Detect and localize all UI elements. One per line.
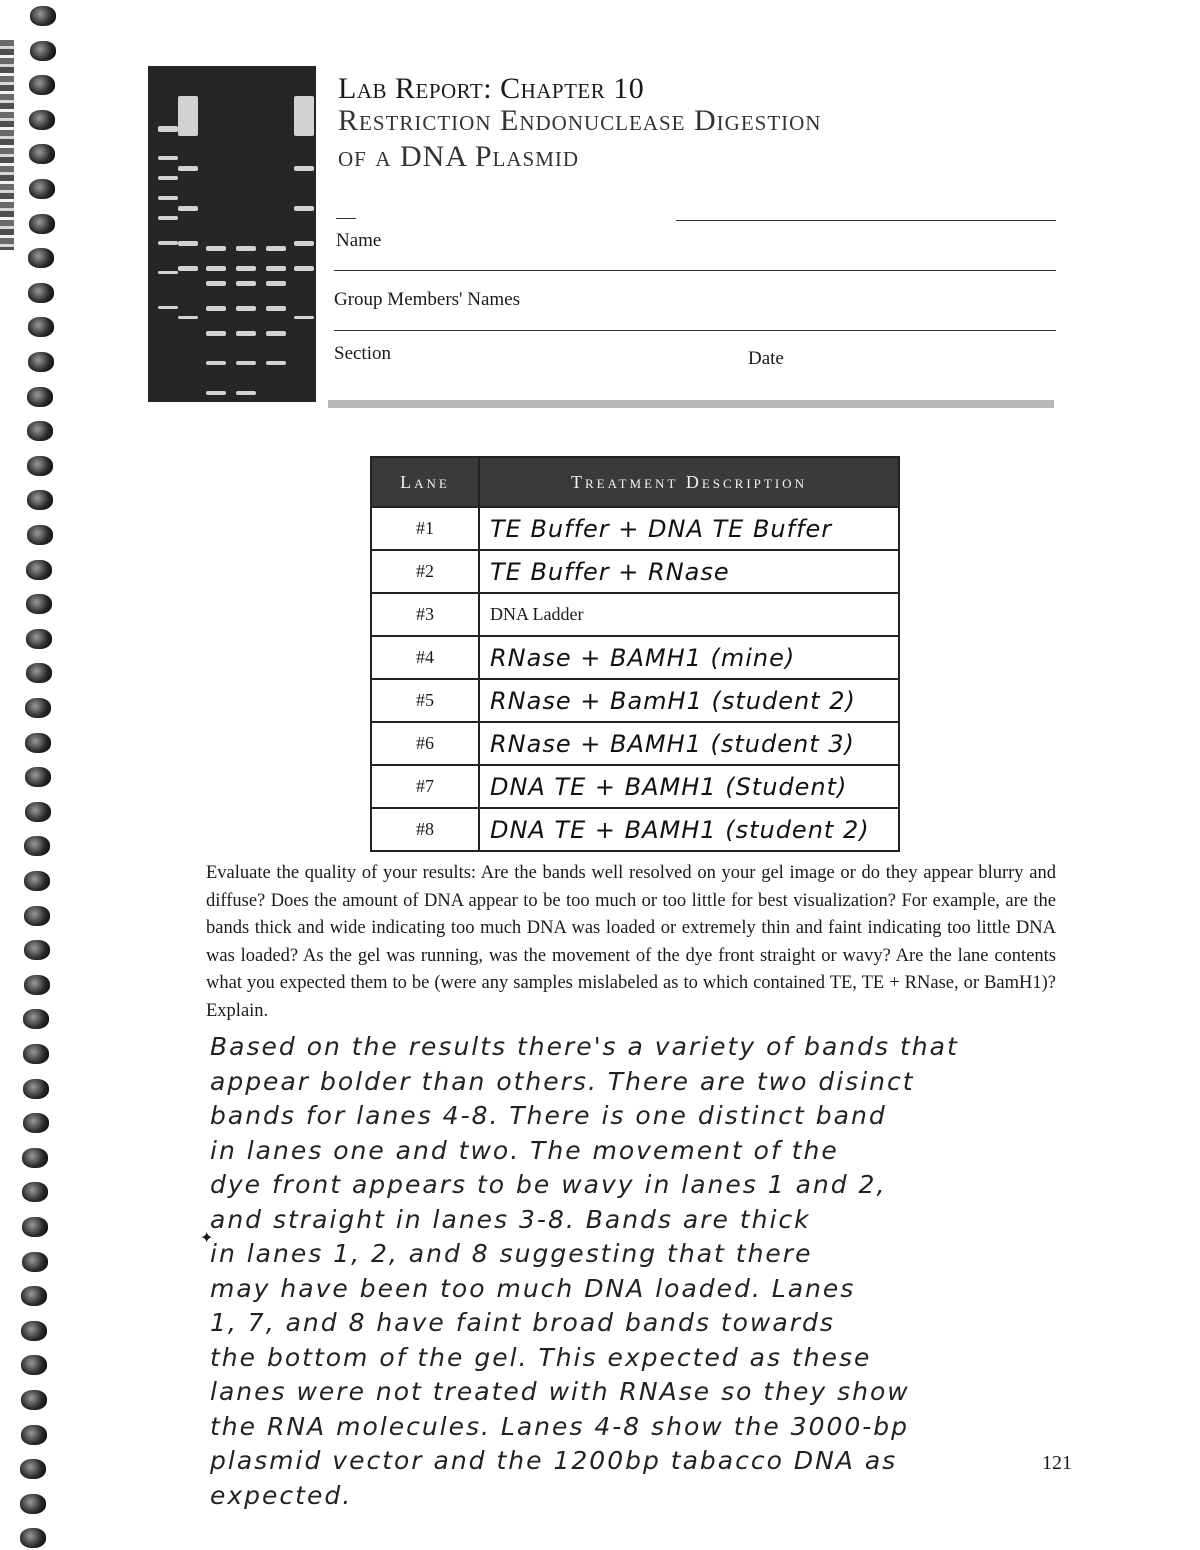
treatment-description <box>479 679 899 722</box>
answer-line: Based on the results there's a variety of bands that <box>210 1032 959 1061</box>
handwritten-entry: TE Buffer + RNase <box>490 557 730 586</box>
treatment-description <box>479 722 899 765</box>
binding-ring <box>24 871 50 891</box>
binding-ring <box>29 179 55 199</box>
table-body <box>371 507 899 851</box>
answer-line: dye front appears to be wavy in lanes 1 and 2, <box>210 1170 887 1199</box>
binding-ring <box>20 1494 46 1514</box>
table-row <box>371 636 899 679</box>
answer-line: in lanes one and two. The movement of the <box>210 1135 839 1165</box>
lane-number: #5 <box>371 679 479 722</box>
lane-number: #8 <box>371 808 479 851</box>
gel-band <box>206 266 226 271</box>
date-label: Date <box>748 348 784 369</box>
binding-ring <box>27 490 53 510</box>
binding-ring <box>20 1528 46 1548</box>
answer-line: lanes were not treated with RNAse so they show <box>210 1377 910 1406</box>
answer-line: plasmid vector and the 1200bp tabacco DNA as <box>210 1446 898 1475</box>
treatment-description <box>479 808 899 851</box>
gel-band <box>294 206 314 211</box>
handwritten-answer <box>210 1030 1100 1513</box>
treatment-table <box>370 456 900 852</box>
gel-lane <box>158 66 178 402</box>
binding-ring <box>22 1252 48 1272</box>
binding-ring <box>28 248 54 268</box>
gel-band <box>294 241 314 246</box>
binding-ring <box>21 1355 47 1375</box>
gel-band <box>158 156 178 160</box>
printed-entry: DNA Ladder <box>490 604 584 624</box>
gel-band <box>236 246 256 251</box>
binding-ring <box>29 144 55 164</box>
table-row <box>371 593 899 636</box>
table-row <box>371 808 899 851</box>
binding-ring <box>23 1044 49 1064</box>
gel-band <box>294 266 314 271</box>
treatment-column-header: Treatment Description <box>479 457 899 507</box>
table-row <box>371 507 899 550</box>
binding-ring <box>21 1286 47 1306</box>
gel-band <box>178 166 198 171</box>
gel-lane <box>178 66 198 402</box>
binding-ring <box>28 352 54 372</box>
gel-band <box>266 246 286 251</box>
binding-ring <box>27 421 53 441</box>
gel-band <box>178 266 198 271</box>
binding-ring <box>27 525 53 545</box>
handwritten-entry: RNase + BamH1 (student 2) <box>490 686 856 715</box>
header-divider <box>328 400 1054 408</box>
handwritten-entry: RNase + BAMH1 (mine) <box>490 643 796 672</box>
gel-band <box>236 281 256 286</box>
page-title: Lab Report: Chapter 10 <box>338 72 645 105</box>
treatment-description <box>479 636 899 679</box>
binding-ring <box>28 317 54 337</box>
binding-edge-strip <box>0 40 14 250</box>
answer-line: and straight in lanes 3-8. Bands are thick <box>210 1204 811 1234</box>
gel-band <box>266 331 286 336</box>
binding-ring <box>29 214 55 234</box>
binding-ring <box>25 733 51 753</box>
treatment-description <box>479 550 899 593</box>
page-number: 121 <box>1042 1452 1072 1474</box>
binding-ring <box>22 1148 48 1168</box>
binding-ring <box>24 836 50 856</box>
name-underline <box>676 220 1056 221</box>
treatment-description <box>479 765 899 808</box>
binding-ring <box>27 456 53 476</box>
lane-number: #1 <box>371 507 479 550</box>
binding-ring <box>26 629 52 649</box>
lane-number: #6 <box>371 722 479 765</box>
gel-lane <box>206 66 226 402</box>
lane-number: #2 <box>371 550 479 593</box>
handwritten-entry: DNA TE + BAMH1 (Student) <box>490 772 848 801</box>
binding-ring <box>29 75 55 95</box>
gel-band <box>178 316 198 319</box>
gel-band <box>178 241 198 246</box>
binding-ring <box>24 975 50 995</box>
binding-ring <box>27 387 53 407</box>
handwritten-entry: TE Buffer + DNA TE Buffer <box>490 514 833 543</box>
gel-band <box>266 266 286 271</box>
gel-band <box>294 316 314 319</box>
gel-band <box>158 176 178 180</box>
binding-ring <box>22 1217 48 1237</box>
binding-ring <box>29 110 55 130</box>
gel-band <box>266 306 286 311</box>
gel-band <box>294 96 314 136</box>
binding-ring <box>26 663 52 683</box>
page-subtitle-line1: Restriction Endonuclease Digestion <box>338 104 822 137</box>
answer-line: the RNA molecules. Lanes 4-8 show the 3000-bp <box>210 1411 910 1441</box>
binding-ring <box>20 1459 46 1479</box>
gel-band <box>236 331 256 336</box>
binding-ring <box>26 560 52 580</box>
gel-band <box>206 246 226 251</box>
treatment-description <box>479 507 899 550</box>
table-header-row <box>371 457 899 507</box>
gel-band <box>206 361 226 365</box>
gel-band <box>236 361 256 365</box>
gel-band <box>158 306 178 309</box>
answer-line: in lanes 1, 2, and 8 suggesting that there <box>210 1239 813 1268</box>
binding-ring <box>23 1113 49 1133</box>
binding-ring <box>24 906 50 926</box>
binding-ring <box>21 1425 47 1445</box>
answer-line: the bottom of the gel. This expected as these <box>210 1342 872 1372</box>
gel-band <box>178 96 198 136</box>
binding-ring <box>30 6 56 26</box>
gel-band <box>206 281 226 286</box>
group-members-label: Group Members' Names <box>334 289 520 310</box>
gel-band <box>206 391 226 395</box>
gel-lane <box>236 66 256 402</box>
answer-line: appear bolder than others. There are two disinct <box>210 1066 915 1096</box>
gel-band <box>178 206 198 211</box>
evaluation-prompt: Evaluate the quality of your results: Are the bands well resolved on your gel image or do they appear blurry and diffuse? Does the amount of DNA appear to be too much or too little for best visualization? For example, are the bands thick and wide indicating too much DNA was loaded or extremely thin and faint indicating too little DNA was loaded? As the gel was running, was the movement of the dye front straight or wavy? Are the lane contents what you expected them to be (were any samples mislabeled as to which contained TE, TE + RNase, or BamH1)? Explain. <box>206 863 1056 1021</box>
answer-line: bands for lanes 4-8. There is one distinct band <box>210 1101 887 1130</box>
handwritten-entry: DNA TE + BAMH1 (student 2) <box>490 815 870 844</box>
gel-band <box>236 306 256 311</box>
gel-band <box>266 281 286 286</box>
binding-ring <box>25 767 51 787</box>
spiral-binding <box>0 0 80 1550</box>
gel-band <box>236 266 256 271</box>
answer-line: 1, 7, and 8 have faint broad bands towards <box>210 1308 835 1337</box>
answer-line: may have been too much DNA loaded. Lanes <box>210 1273 856 1303</box>
table-row <box>371 550 899 593</box>
group-underline <box>334 270 1056 271</box>
lane-number: #7 <box>371 765 479 808</box>
gel-lane <box>266 66 286 402</box>
lane-number: #3 <box>371 593 479 636</box>
binding-ring <box>30 41 56 61</box>
gel-band <box>158 241 178 245</box>
binding-ring <box>22 1182 48 1202</box>
lane-column-header: Lane <box>371 457 479 507</box>
gel-band <box>266 361 286 365</box>
gel-image <box>148 66 316 402</box>
binding-ring <box>21 1321 47 1341</box>
gel-lane <box>294 66 314 402</box>
margin-mark: ✦ <box>200 1230 214 1247</box>
page-subtitle-line2: of a DNA Plasmid <box>338 140 580 173</box>
gel-band <box>158 216 178 220</box>
binding-ring <box>25 698 51 718</box>
lane-number: #4 <box>371 636 479 679</box>
gel-band <box>206 331 226 336</box>
gel-band <box>158 196 178 200</box>
binding-ring <box>23 1009 49 1029</box>
name-label: Name <box>336 230 382 251</box>
gel-band <box>158 126 178 132</box>
table-row <box>371 765 899 808</box>
table-row <box>371 679 899 722</box>
section-label: Section <box>334 343 391 364</box>
name-underline-short <box>336 218 356 219</box>
binding-ring <box>24 940 50 960</box>
gel-band <box>158 271 178 274</box>
gel-band <box>294 166 314 171</box>
binding-ring <box>25 802 51 822</box>
gel-band <box>236 391 256 395</box>
treatment-description <box>479 593 899 636</box>
binding-ring <box>23 1079 49 1099</box>
table-row <box>371 722 899 765</box>
gel-band <box>206 306 226 311</box>
handwritten-entry: RNase + BAMH1 (student 3) <box>490 729 855 758</box>
section-underline <box>334 330 1056 331</box>
answer-line: expected. <box>210 1480 353 1510</box>
binding-ring <box>28 283 54 303</box>
binding-ring <box>26 594 52 614</box>
binding-ring <box>21 1390 47 1410</box>
